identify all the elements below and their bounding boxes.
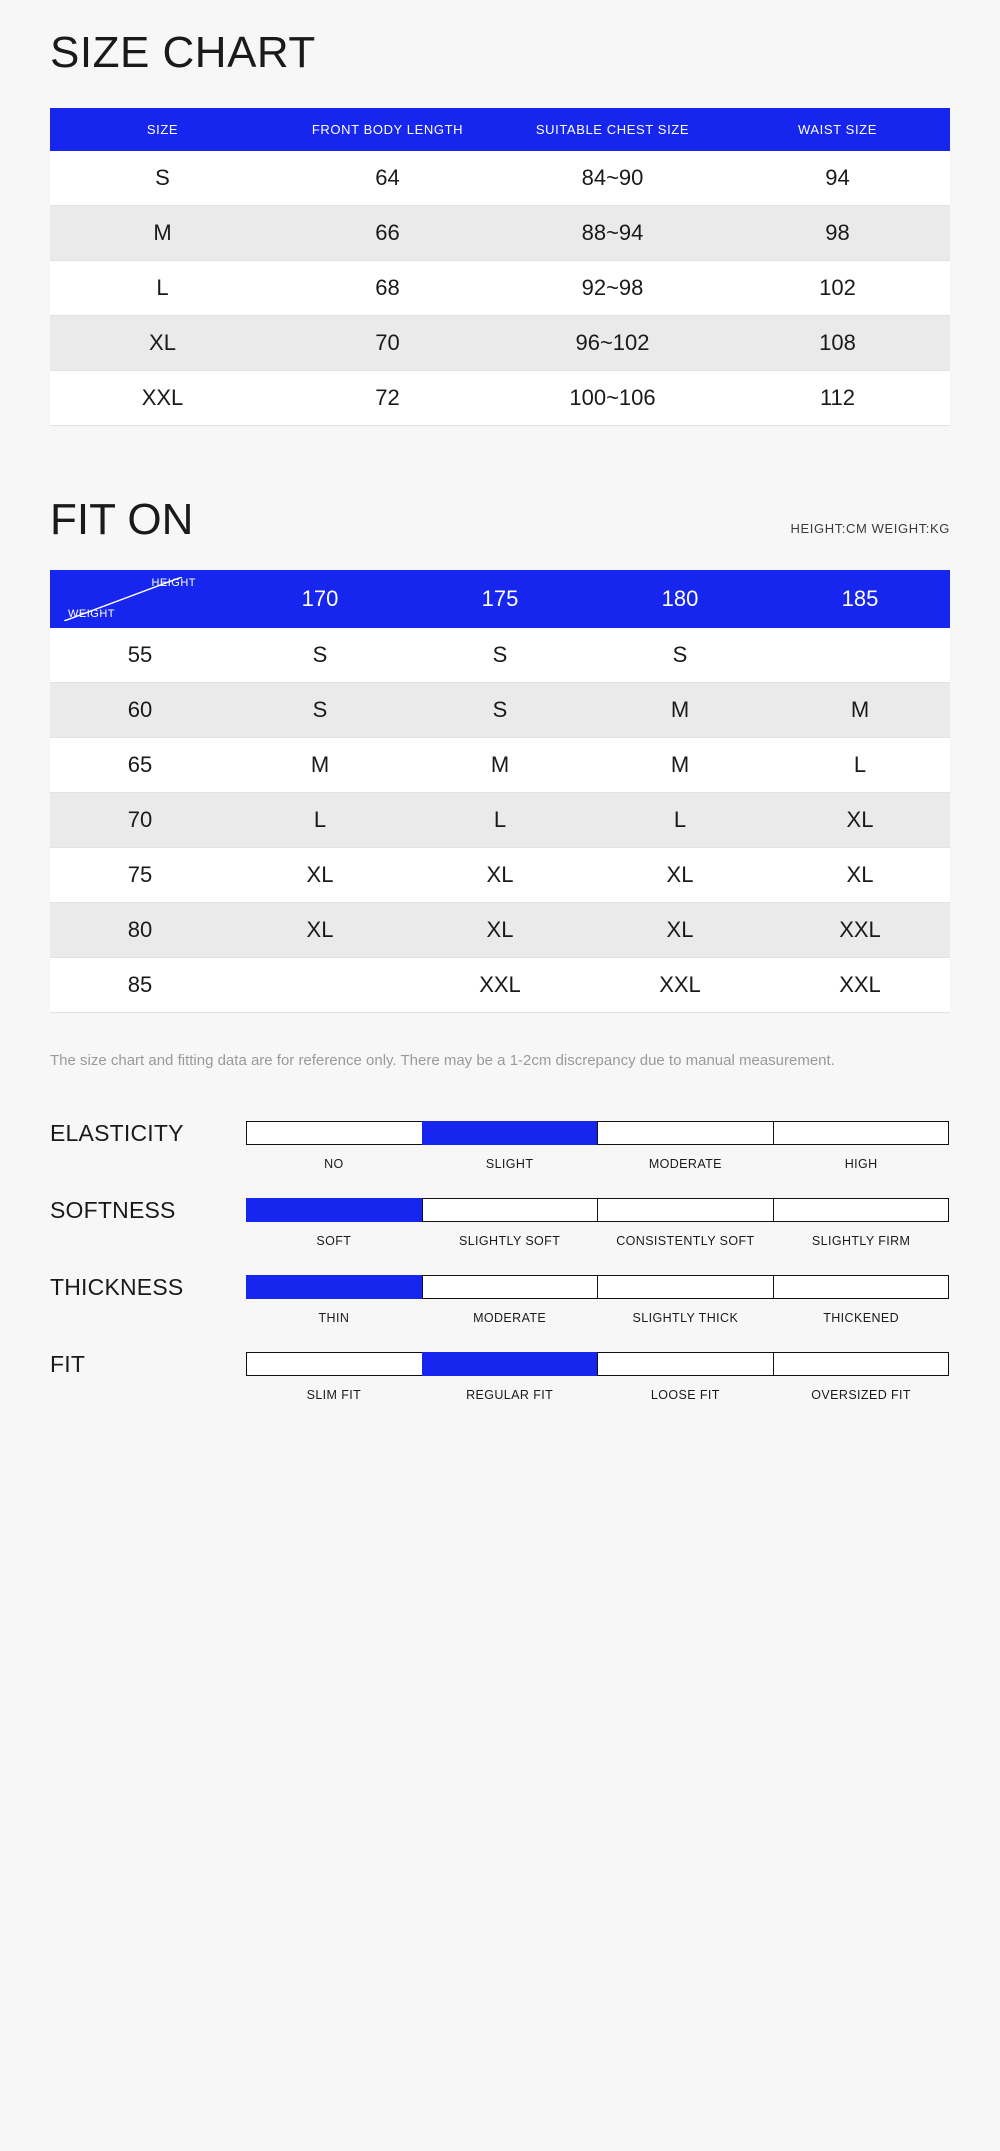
cell-size-180: XL — [590, 903, 770, 958]
table-row — [50, 903, 950, 958]
fit-on-body — [50, 628, 950, 1013]
cell-size-170: S — [230, 683, 410, 738]
cell-size-175: S — [410, 683, 590, 738]
cell-front-body-length: 68 — [275, 261, 500, 316]
scale-label-elasticity: ELASTICITY — [50, 1119, 184, 1146]
cell-size-175: M — [410, 738, 590, 793]
scale-row — [50, 1197, 950, 1224]
scale-segment[interactable] — [773, 1121, 950, 1145]
cell-size-180: M — [590, 683, 770, 738]
cell-size-170: XL — [230, 848, 410, 903]
scale-tick: HIGH — [844, 1156, 878, 1171]
column-header-height-170: 170 — [230, 570, 410, 628]
cell-size-170: M — [230, 738, 410, 793]
scale-label-softness: SOFTNESS — [50, 1196, 176, 1223]
scale-bar-softness — [246, 1198, 949, 1222]
cell-chest-size: 88~94 — [500, 206, 725, 261]
cell-size-185: XXL — [770, 903, 950, 958]
table-row — [50, 206, 950, 261]
scale-tick: LOOSE FIT — [650, 1387, 720, 1402]
cell-size-175: XXL — [410, 958, 590, 1013]
cell-weight: 85 — [50, 958, 230, 1013]
cell-size-185: XXL — [770, 958, 950, 1013]
cell-size: S — [50, 151, 275, 206]
column-header-height-175: 175 — [410, 570, 590, 628]
cell-size-185: M — [770, 683, 950, 738]
scale-thickness — [50, 1274, 950, 1325]
corner-weight-label: WEIGHT — [68, 608, 115, 620]
fit-on-units: HEIGHT:CM WEIGHT:KG — [790, 521, 950, 536]
scale-ticks-softness — [246, 1234, 949, 1248]
column-header-front-body-length: FRONT BODY LENGTH — [275, 108, 500, 151]
table-row — [50, 683, 950, 738]
scale-tick: SLIGHTLY SOFT — [458, 1233, 561, 1248]
size-chart-body — [50, 151, 950, 426]
scale-tick: OVERSIZED FIT — [811, 1387, 911, 1402]
scale-row — [50, 1274, 950, 1301]
fit-on-title: FIT ON — [50, 495, 194, 544]
cell-weight: 65 — [50, 738, 230, 793]
scale-segment[interactable] — [773, 1352, 950, 1376]
cell-size-180: XXL — [590, 958, 770, 1013]
cell-weight: 70 — [50, 793, 230, 848]
scale-row — [50, 1120, 950, 1147]
scale-tick: SOFT — [316, 1233, 352, 1248]
cell-size-175: S — [410, 628, 590, 683]
cell-size-175: XL — [410, 848, 590, 903]
table-row — [50, 371, 950, 426]
scale-bar-fit — [246, 1352, 949, 1376]
column-header-height-180: 180 — [590, 570, 770, 628]
cell-chest-size: 100~106 — [500, 371, 725, 426]
cell-size-175: L — [410, 793, 590, 848]
cell-size: M — [50, 206, 275, 261]
scale-segment-selected[interactable] — [422, 1352, 599, 1376]
scale-segment[interactable] — [422, 1275, 599, 1299]
corner-header-cell — [50, 570, 230, 628]
cell-size: XXL — [50, 371, 275, 426]
cell-weight: 80 — [50, 903, 230, 958]
scale-tick: CONSISTENTLY SOFT — [616, 1233, 755, 1248]
cell-front-body-length: 70 — [275, 316, 500, 371]
cell-size: L — [50, 261, 275, 316]
cell-size-180: L — [590, 793, 770, 848]
cell-size-180: S — [590, 628, 770, 683]
attribute-scales-section — [50, 1120, 950, 1402]
column-header-height-185: 185 — [770, 570, 950, 628]
scale-tick: REGULAR FIT — [466, 1387, 554, 1402]
scale-elasticity — [50, 1120, 950, 1171]
cell-weight: 75 — [50, 848, 230, 903]
scale-segment[interactable] — [597, 1275, 774, 1299]
size-chart-table — [50, 108, 950, 426]
scale-softness — [50, 1197, 950, 1248]
cell-waist-size: 94 — [725, 151, 950, 206]
scale-fit — [50, 1351, 950, 1402]
scale-tick: SLIGHTLY THICK — [632, 1310, 739, 1325]
cell-weight: 55 — [50, 628, 230, 683]
cell-waist-size: 112 — [725, 371, 950, 426]
scale-label-thickness: THICKNESS — [50, 1273, 184, 1300]
scale-segment[interactable] — [422, 1198, 599, 1222]
scale-segment[interactable] — [246, 1121, 423, 1145]
scale-segment-selected[interactable] — [422, 1121, 599, 1145]
cell-chest-size: 84~90 — [500, 151, 725, 206]
cell-size-180: M — [590, 738, 770, 793]
cell-waist-size: 102 — [725, 261, 950, 316]
cell-size-170 — [230, 958, 410, 1013]
scale-segment[interactable] — [773, 1198, 950, 1222]
table-row — [50, 261, 950, 316]
cell-size: XL — [50, 316, 275, 371]
scale-ticks-elasticity — [246, 1157, 949, 1171]
fit-on-section — [50, 570, 950, 1013]
scale-tick: MODERATE — [648, 1156, 722, 1171]
table-row — [50, 316, 950, 371]
scale-bar-elasticity — [246, 1121, 949, 1145]
cell-front-body-length: 64 — [275, 151, 500, 206]
table-row — [50, 848, 950, 903]
cell-waist-size: 98 — [725, 206, 950, 261]
cell-front-body-length: 72 — [275, 371, 500, 426]
size-chart-head — [50, 108, 950, 151]
scale-tick: THIN — [318, 1310, 350, 1325]
scale-ticks-thickness — [246, 1311, 949, 1325]
scale-segment[interactable] — [773, 1275, 950, 1299]
table-row — [50, 958, 950, 1013]
fit-on-header — [50, 495, 950, 544]
cell-size-180: XL — [590, 848, 770, 903]
fit-on-table — [50, 570, 950, 1013]
scale-tick: SLIGHTLY FIRM — [811, 1233, 911, 1248]
scale-tick: THICKENED — [823, 1310, 900, 1325]
scale-tick: MODERATE — [473, 1310, 547, 1325]
column-header-suitable-chest-size: SUITABLE CHEST SIZE — [500, 108, 725, 151]
cell-size-185: XL — [770, 793, 950, 848]
scale-tick: SLIGHT — [485, 1156, 534, 1171]
scale-label-fit: FIT — [50, 1350, 86, 1377]
scale-ticks-fit — [246, 1388, 949, 1402]
cell-chest-size: 96~102 — [500, 316, 725, 371]
scale-bar-thickness — [246, 1275, 949, 1299]
scale-segment[interactable] — [597, 1198, 774, 1222]
scale-segment-selected[interactable] — [246, 1275, 423, 1299]
corner-height-label: HEIGHT — [151, 577, 196, 589]
table-row — [50, 151, 950, 206]
cell-size-185: L — [770, 738, 950, 793]
measurement-disclaimer: The size chart and fitting data are for reference only. There may be a 1-2cm discrepancy due to manual measurement. — [50, 1052, 835, 1069]
cell-weight: 60 — [50, 683, 230, 738]
column-header-size: SIZE — [50, 108, 275, 151]
cell-size-185: XL — [770, 848, 950, 903]
cell-size-170: L — [230, 793, 410, 848]
fit-on-head — [50, 570, 950, 628]
cell-size-170: S — [230, 628, 410, 683]
table-row — [50, 738, 950, 793]
scale-row — [50, 1351, 950, 1378]
page-title: SIZE CHART — [50, 28, 316, 77]
size-chart-header-row — [50, 108, 950, 151]
cell-size-185 — [770, 628, 950, 683]
cell-size-170: XL — [230, 903, 410, 958]
scale-segment[interactable] — [597, 1352, 774, 1376]
scale-segment[interactable] — [246, 1352, 423, 1376]
cell-chest-size: 92~98 — [500, 261, 725, 316]
cell-waist-size: 108 — [725, 316, 950, 371]
cell-front-body-length: 66 — [275, 206, 500, 261]
scale-tick: SLIM FIT — [306, 1387, 362, 1402]
column-header-waist-size: WAIST SIZE — [725, 108, 950, 151]
cell-size-175: XL — [410, 903, 590, 958]
scale-tick: NO — [324, 1156, 344, 1171]
table-row — [50, 628, 950, 683]
size-chart-section — [50, 108, 950, 426]
fit-on-header-row — [50, 570, 950, 628]
table-row — [50, 793, 950, 848]
scale-segment[interactable] — [597, 1121, 774, 1145]
scale-segment-selected[interactable] — [246, 1198, 423, 1222]
